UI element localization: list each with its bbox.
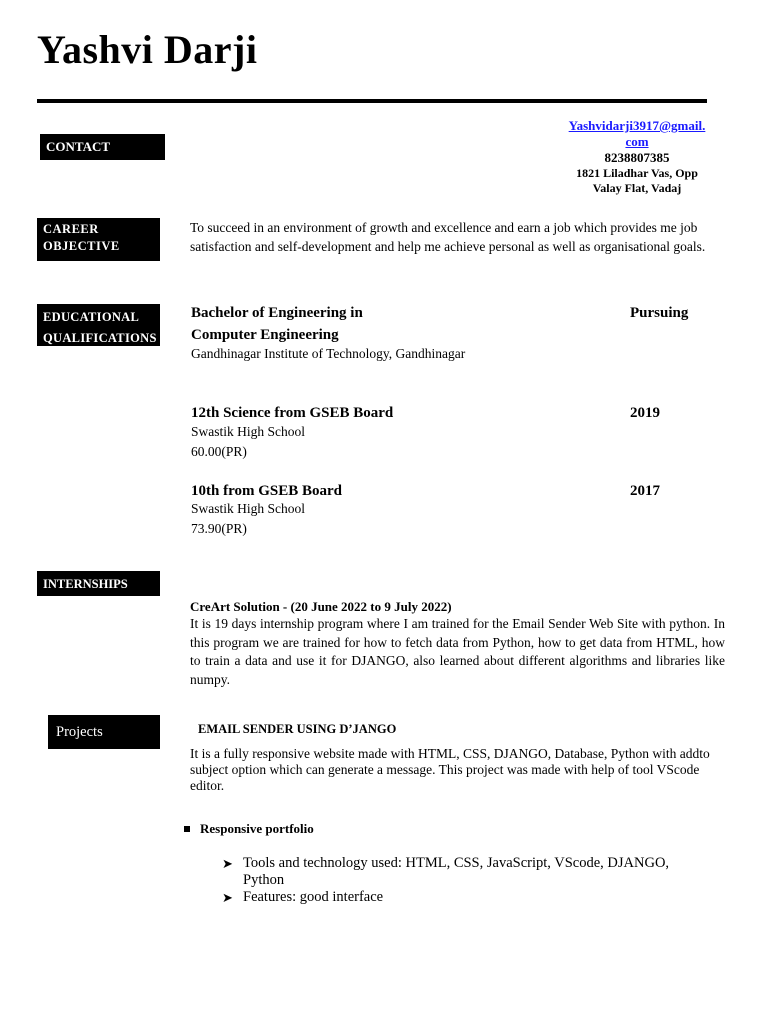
edu-degree-title-line-2: Computer Engineering (191, 327, 339, 343)
portfolio-title: Responsive portfolio (200, 821, 314, 836)
project-title: EMAIL SENDER USING D’JANGO (198, 722, 397, 736)
education-section-label (37, 304, 160, 346)
header-divider (37, 99, 707, 103)
edu-degree-year: Pursuing (630, 305, 689, 321)
projects-section-label (48, 715, 160, 749)
phone-number: 8238807385 (604, 150, 670, 165)
edu-10th-score: 73.90(PR) (191, 521, 247, 536)
address-line-1: 1821 Liladhar Vas, Opp (576, 166, 698, 180)
contact-label-text: CONTACT (46, 139, 111, 154)
edu-10th-school: Swastik High School (191, 501, 306, 516)
internship-title: CreArt Solution - (20 June 2022 to 9 July 2022) (190, 599, 452, 614)
edu-degree-school: Gandhinagar Institute of Technology, Gandhinagar (191, 346, 466, 361)
portfolio-item (222, 889, 713, 906)
arrow-bullet-icon: ➤ (222, 890, 233, 905)
contact-section-label (40, 134, 165, 160)
edu-degree-title-line-1: Bachelor of Engineering in (191, 305, 363, 321)
edu-label-line-2: QUALIFICATIONS (43, 331, 157, 345)
internships-label-text: INTERNSHIPS (43, 577, 128, 591)
career-label-line-1: CAREER (43, 222, 99, 236)
edu-12th-school: Swastik High School (191, 424, 306, 439)
edu-12th-title: 12th Science from GSEB Board (191, 405, 394, 421)
edu-label-line-1: EDUCATIONAL (43, 310, 140, 324)
internship-description: It is 19 days internship program where I am trained for the Email Sender Web Site with python. In this program we are trained for how to fetch data from Python, how to get data from HTML, how to train a data and use it for DJANGO, also learned about different algorithms and libraries like numpy. (190, 616, 725, 687)
square-bullet-icon (184, 826, 190, 832)
edu-12th-year: 2019 (630, 405, 660, 421)
arrow-bullet-icon: ➤ (222, 856, 233, 871)
address-line-2: Valay Flat, Vadaj (592, 181, 682, 195)
edu-12th-score: 60.00(PR) (191, 444, 247, 459)
career-label-line-2: OBJECTIVE (43, 239, 120, 253)
internships-section-label (37, 571, 160, 596)
email-line-2[interactable]: com (625, 134, 649, 149)
portfolio-item-text: Features: good interface (243, 889, 384, 905)
objective-text: To succeed in an environment of growth and excellence and earn a job which provides me job satisfaction and self-development and help me achieve personal as well as organisational goals. (190, 220, 706, 254)
email-link[interactable] (552, 118, 722, 150)
email-line-1[interactable]: Yashvidarji3917@gmail. (568, 118, 706, 133)
portfolio-item-text: Tools and technology used: HTML, CSS, JavaScript, VScode, DJANGO, Python (243, 855, 670, 888)
career-objective-label (37, 218, 160, 261)
project-description: It is a fully responsive website made with HTML, CSS, DJANGO, Database, Python with addto subject option which can generate a message. This project was made with help of tool VScode editor. (190, 746, 710, 793)
edu-10th-year: 2017 (630, 483, 660, 499)
contact-details (552, 118, 722, 196)
portfolio-item (222, 855, 713, 889)
edu-10th-title: 10th from GSEB Board (191, 483, 342, 499)
candidate-name: Yashvi Darji (37, 27, 258, 72)
projects-label-text: Projects (56, 724, 103, 740)
